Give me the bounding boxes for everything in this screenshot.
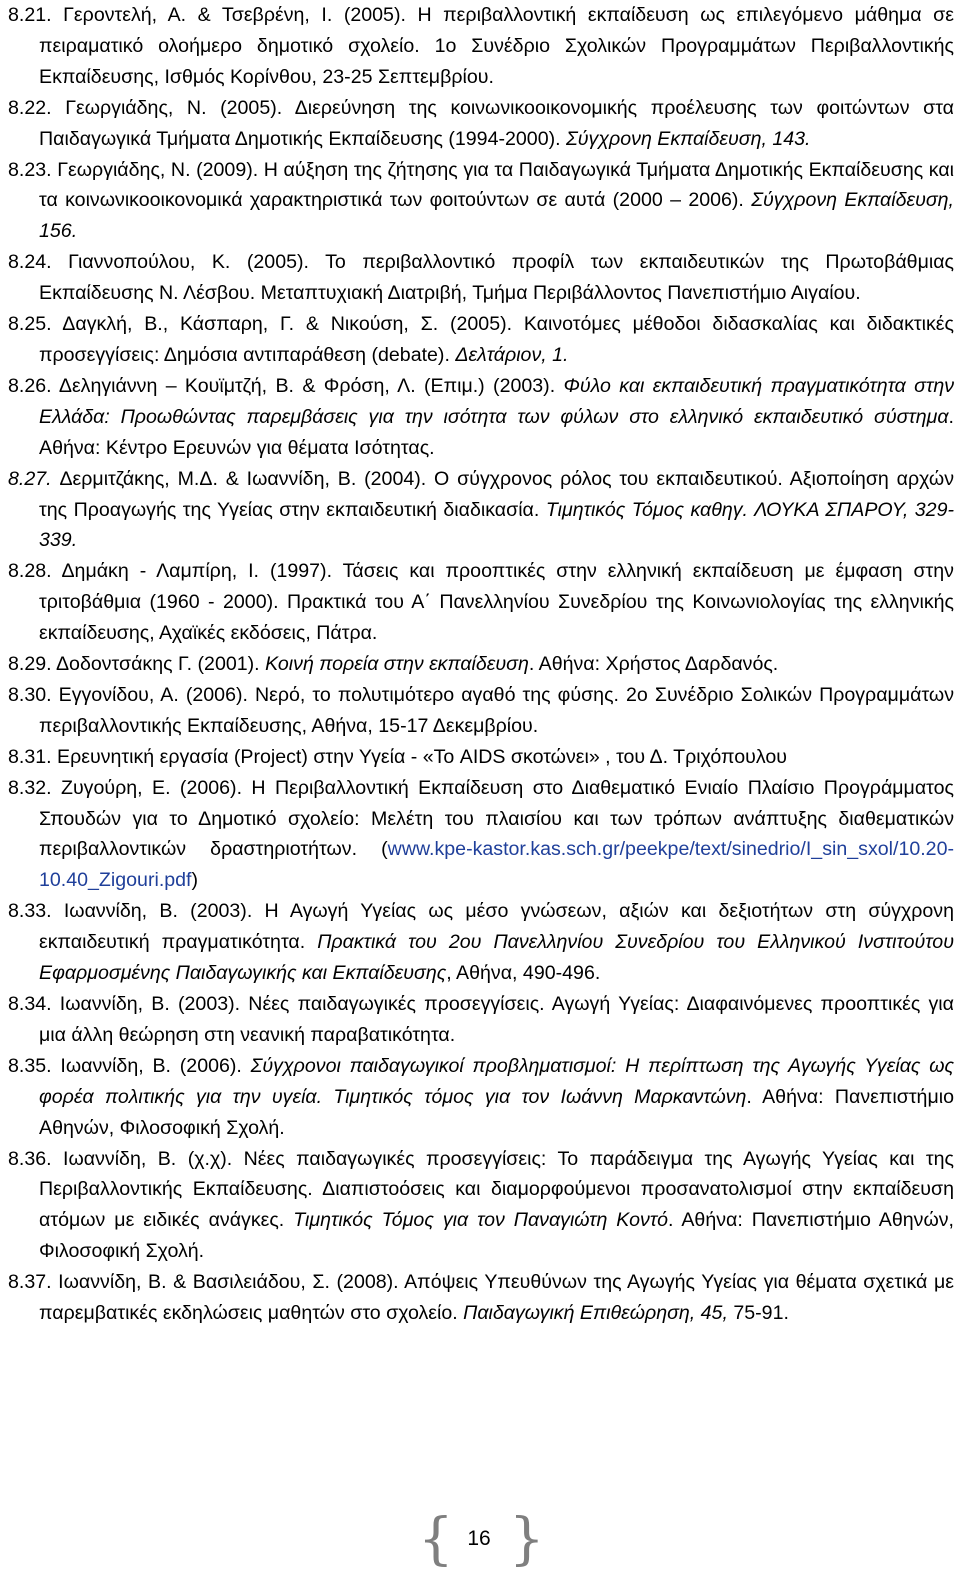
reference-text: Γιαννοπούλου, Κ. (2005). Το περιβαλλοντικό προφίλ των εκπαιδευτικών της Πρωτοβάθμιας Εκπαίδευσης Ν. Λέσβου. Μεταπτυχιακή Διατριβή, Τμήμα Περιβάλλοντος Πανεπιστήμιο Αιγαίου.: [39, 251, 954, 305]
reference-text: ): [191, 869, 199, 892]
reference-text: Ιωαννίδη, Β. (2003). Νέες παιδαγωγικές προσεγγίσεις. Αγωγή Υγείας: Διαφαινόμενες προοπτικές για μια άλλη θεώρηση στη νεανική παραβατικότητα.: [39, 993, 954, 1046]
reference-text: . Αθήνα: Πανεπιστήμιο Αθηνών, Φιλοσοφική Σχολή.: [39, 1085, 954, 1139]
reference-entry: [8, 1144, 954, 1268]
reference-text: Ιωαννίδη, Β. & Βασιλειάδου, Σ. (2008). Απόψεις Υπευθύνων της Αγωγής Υγείας για θέματα σχετικά με παρεμβατικές εκδηλώσεις μαθητών στο σχολείο.: [39, 1271, 954, 1325]
reference-number: 8.34.: [8, 993, 60, 1015]
reference-entry: [8, 1267, 954, 1329]
reference-number: 8.36.: [8, 1147, 64, 1170]
reference-text: Ερευνητική εργασία (Project) στην Υγεία - «Το AIDS σκοτώνει» , του Δ. Τριχόπουλου: [57, 745, 787, 768]
reference-entry: [8, 1051, 954, 1144]
reference-number: 8.37.: [8, 1271, 59, 1294]
page-footer: [0, 1507, 960, 1572]
reference-italic-text: Σύγχρονη Εκπαίδευση, 143.: [566, 127, 811, 150]
reference-text: Δημάκη - Λαμπίρη, Ι. (1997). Τάσεις και προοπτικές στην ελληνική εκπαίδευση με έμφαση στην τριτοβάθμια (1960 - 2000). Πρακτικά του Α΄ Πανελληνίου Συνεδρίου της Κοινωνιολογίας της ελληνικής εκπαίδευσης, Αχαϊκές εκδόσεις, Πάτρα.: [39, 560, 954, 645]
reference-text: Εγγονίδου, Α. (2006). Νερό, το πολυτιμότερο αγαθό της φύσης. 2ο Συνέδριο Σολικών Προγραμμάτων περιβαλλοντικής Εκπαίδευσης, Αθήνα, 15-17 Δεκεμβρίου.: [39, 683, 954, 737]
reference-number: 8.29.: [8, 653, 56, 676]
reference-text: , Αθήνα, 490-496.: [446, 962, 601, 985]
reference-entry: [8, 773, 954, 897]
reference-number: 8.22.: [8, 96, 66, 119]
reference-entry: [8, 989, 954, 1051]
reference-number: 8.24.: [8, 251, 69, 274]
reference-entry: [8, 896, 954, 989]
reference-italic-text: Σύγχρονοι παιδαγωγικοί προβληματισμοί: Η περίπτωση της Αγωγής Υγείας ως φορέα πολιτικής για την υγεία. Τιμητικός τόμος για τον Ιωάννη Μαρκαντώνη: [39, 1054, 954, 1108]
reference-italic-text: Δελτάριον, 1.: [455, 343, 569, 366]
reference-number: 8.30.: [8, 683, 59, 706]
reference-entry: [8, 371, 954, 464]
reference-text: Γεωργιάδης, Ν. (2005). Διερεύνηση της κοινωνικοοικονομικής προέλευσης των φοιτώντων στα Παιδαγωγικά Τμήματα Δημοτικής Εκπαίδευσης (1994-2000).: [39, 96, 955, 150]
reference-italic-text: Φύλο και εκπαιδευτική πραγματικότητα στην Ελλάδα: Προωθώντας παρεμβάσεις για την ισότητα των φύλων στο ελληνικό εκπαιδευτικό σύστημα: [39, 374, 954, 428]
reference-entry: [8, 0, 954, 93]
reference-number: 8.27.: [8, 467, 60, 490]
reference-text: Δαγκλή, Β., Κάσπαρη, Γ. & Νικούση, Σ. (2005). Καινοτόμες μέθοδοι διδασκαλίας και διδακτικές προσεγγίσεις: Δημόσια αντιπαράθεση (debate).: [39, 313, 954, 366]
reference-entry: [8, 309, 954, 371]
reference-entry: [8, 742, 954, 773]
reference-italic-text: Τιμητικός Τόμος για τον Παναγιώτη Κοντό: [293, 1209, 669, 1232]
reference-number: 8.31.: [8, 745, 58, 768]
reference-text: . Αθήνα: Κέντρο Ερευνών για θέματα Ισότητας.: [39, 405, 954, 459]
reference-text: Δερμιτζάκης, Μ.Δ. & Ιωαννίδη, Β. (2004). Ο σύγχρονος ρόλος του εκπαιδευτικού. Αξιοποίηση αρχών της Προαγωγής της Υγείας στην εκπαιδευτική διαδικασία.: [39, 467, 954, 521]
reference-entry: [8, 680, 954, 742]
reference-entry: [8, 155, 954, 248]
reference-number: 8.23.: [8, 158, 58, 181]
reference-text: 75-91.: [727, 1302, 789, 1325]
page-number: 16: [467, 1527, 491, 1550]
reference-number: 8.25.: [8, 313, 63, 336]
reference-number: 8.21.: [8, 4, 64, 26]
reference-entry: [8, 247, 954, 309]
reference-list: [8, 0, 954, 1329]
reference-text: Γεροντελή, Α. & Τσεβρένη, Ι. (2005). Η περιβαλλοντική εκπαίδευση ως επιλεγόμενο μάθημα σε πειραματικό ολοήμερο δημοτικό σχολείο. 1ο Συνέδριο Σχολικών Προγραμμάτων Περιβαλλοντικής Εκπαίδευσης, Ισθμός Κορίνθου, 23-25 Σεπτεμβρίου.: [39, 4, 954, 88]
reference-italic-text: Σύγχρονη Εκπαίδευση, 156.: [39, 189, 954, 243]
reference-link[interactable]: www.kpe-kastor.kas.sch.gr/peekpe/text/sinedrio/I_sin_sxol/10.20-10.40_Zigouri.pdf: [39, 838, 954, 892]
reference-text: . Αθήνα: Χρήστος Δαρδανός.: [528, 653, 779, 676]
reference-text: Ιωαννίδη, Β. (2003). Η Αγωγή Υγείας ως μέσο γνώσεων, αξιών και δεξιοτήτων στη σύγχρονη εκπαιδευτική πραγματικότητα.: [39, 900, 954, 954]
reference-number: 8.35.: [8, 1054, 61, 1077]
footer-brace-right: }: [509, 1507, 545, 1572]
reference-italic-text: Κοινή πορεία στην εκπαίδευση: [265, 653, 529, 676]
reference-text: Ιωαννίδη, Β. (2006).: [60, 1054, 251, 1077]
reference-number: 8.33.: [8, 900, 64, 923]
reference-italic-text: Πρακτικά του 2ου Πανελληνίου Συνεδρίου του Ελληνικού Ινστιτούτου Εφαρμοσμένης Παιδαγωγικής και Εκπαίδευσης: [39, 931, 954, 985]
reference-number: 8.26.: [8, 374, 59, 397]
reference-text: Γεωργιάδης, Ν. (2009). Η αύξηση της ζήτησης για τα Παιδαγωγικά Τμήματα Δημοτικής Εκπαίδευσης και τα κοινωνικοοικονομικά χαρακτηριστικά των φοιτούντων σε αυτά (2000 – 2006).: [39, 158, 954, 212]
reference-number: 8.32.: [8, 776, 61, 799]
reference-entry: [8, 93, 954, 155]
reference-text: . Αθήνα: Πανεπιστήμιο Αθηνών, Φιλοσοφική Σχολή.: [39, 1209, 954, 1263]
reference-entry: [8, 556, 954, 649]
reference-italic-text: Παιδαγωγική Επιθεώρηση, 45,: [463, 1302, 728, 1325]
reference-text: Ιωαννίδη, Β. (χ.χ). Νέες παιδαγωγικές προσεγγίσεις: Το παράδειγμα της Αγωγής Υγείας και της Περιβαλλοντικής Εκπαίδευσης. Διαπιστοόσεις και διαμορφούμενοι προσανατολισμοί στην εκπαίδευση ατόμων με ειδικές ανάγκες.: [39, 1147, 954, 1232]
reference-text: Ζυγούρη, Ε. (2006). Η Περιβαλλοντική Εκπαίδευση στο Διαθεματικό Ενιαίο Πλαίσιο Προγράμματος Σπουδών για το Δημοτικό σχολείο: Μελέτη του πλαισίου και των τρόπων ανάπτυξης διαθεματικών περιβαλλοντικών δραστηριοτήτων. (: [39, 776, 954, 861]
reference-number: 8.28.: [8, 560, 62, 583]
footer-brace-left: {: [418, 1507, 454, 1572]
reference-entry: [8, 649, 954, 680]
reference-text: Δοδοντσάκης Γ. (2001).: [55, 653, 266, 676]
reference-italic-text: Τιμητικός Τόμος καθηγ. ΛΟΥΚΑ ΣΠΑΡΟΥ, 329-339.: [39, 498, 954, 552]
reference-entry: [8, 464, 954, 557]
reference-text: Δεληγιάννη – Κουϊμτζή, Β. & Φρόση, Λ. (Επιμ.) (2003).: [58, 374, 564, 397]
